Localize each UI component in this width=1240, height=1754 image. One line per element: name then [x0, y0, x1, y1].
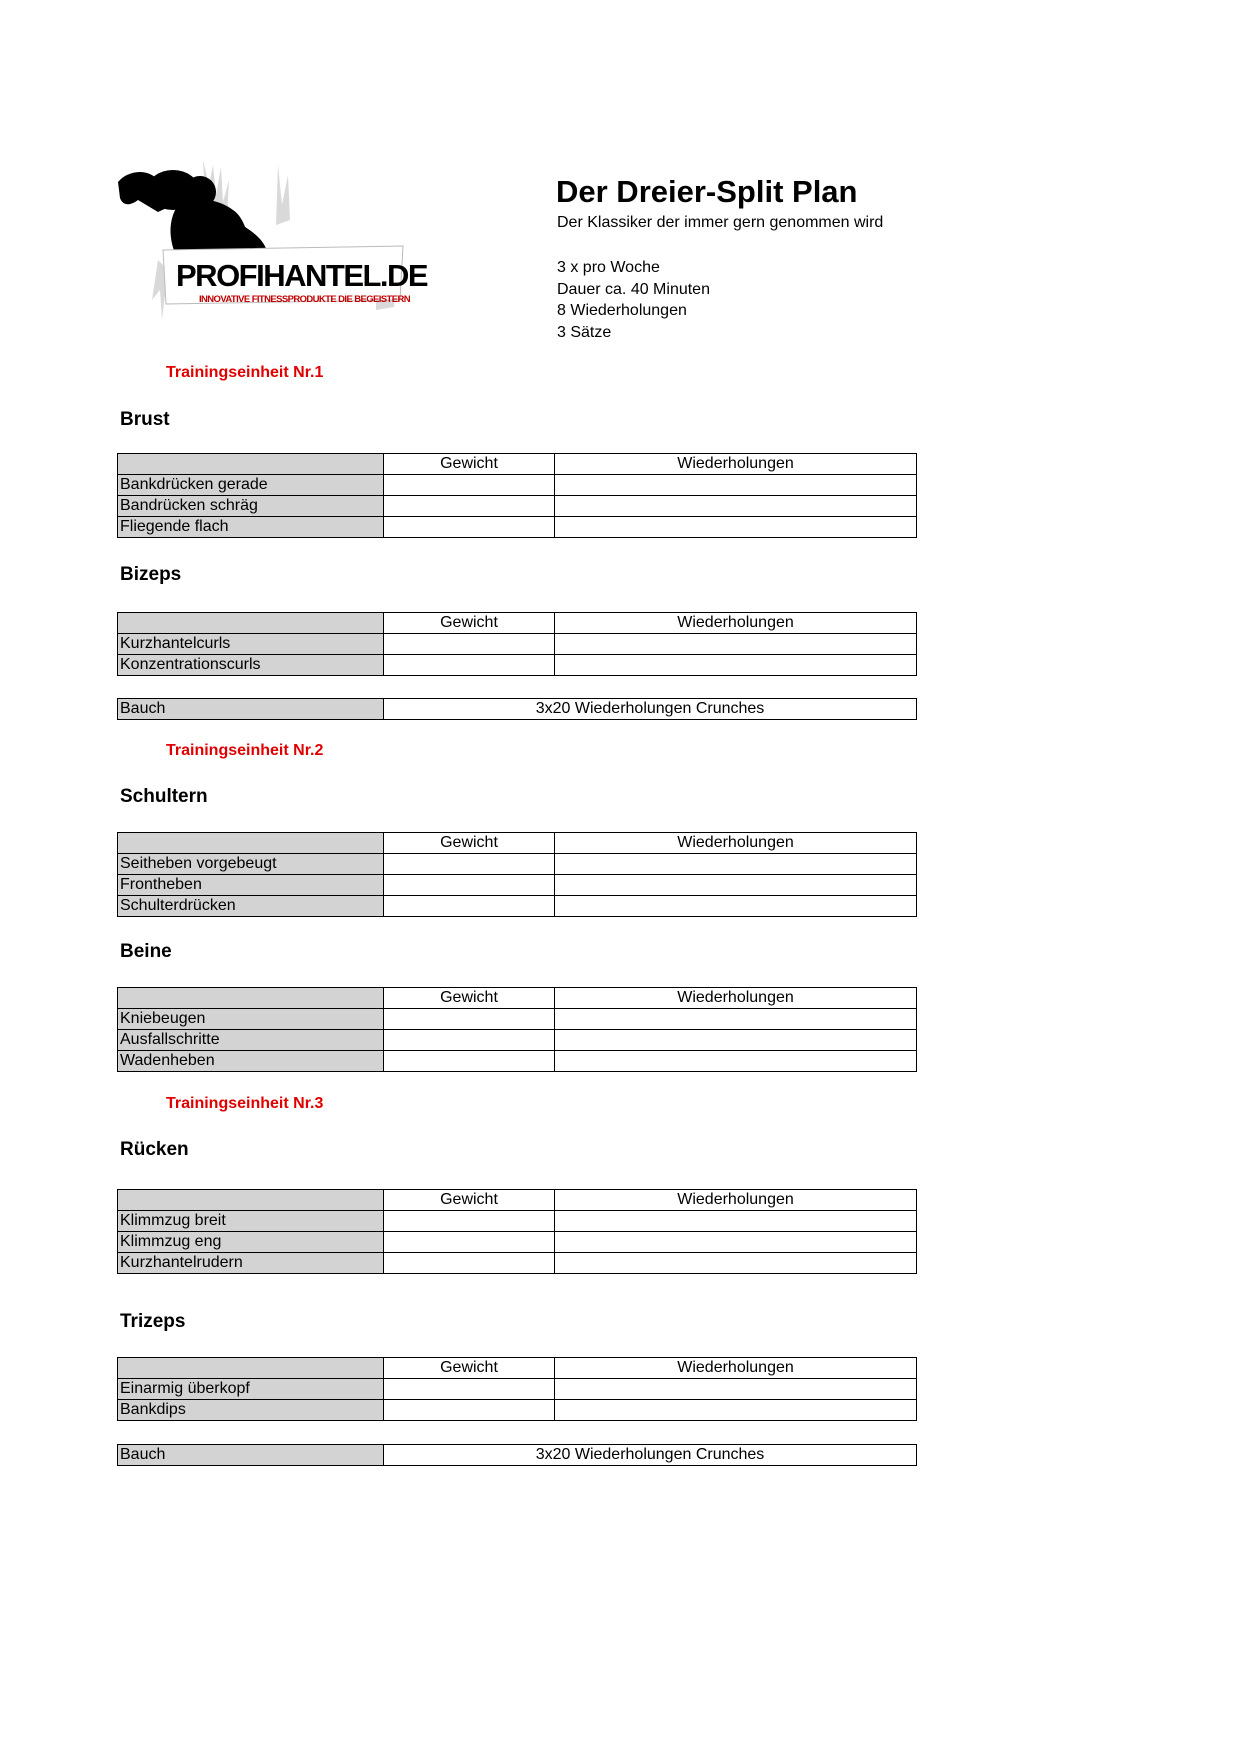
table-row [118, 1253, 917, 1274]
abs-label: Bauch [118, 1445, 384, 1466]
reps-cell[interactable] [555, 475, 917, 496]
reps-cell[interactable] [555, 1030, 917, 1051]
exercise-table-trizeps [117, 1357, 917, 1421]
unit-title-3: Trainingseinheit Nr.3 [166, 1095, 324, 1112]
reps-cell[interactable] [555, 1009, 917, 1030]
group-title-brust: Brust [120, 409, 170, 430]
plan-info [557, 257, 710, 343]
weight-cell[interactable] [384, 875, 555, 896]
exercise-name: Seitheben vorgebeugt [118, 854, 384, 875]
weight-cell[interactable] [384, 634, 555, 655]
brand-name: PROFIHANTEL.DE [176, 258, 428, 293]
table-row [118, 496, 917, 517]
abs-value: 3x20 Wiederholungen Crunches [384, 1445, 917, 1466]
weight-cell[interactable] [384, 854, 555, 875]
weight-cell[interactable] [384, 1009, 555, 1030]
weight-cell[interactable] [384, 475, 555, 496]
exercise-name: Klimmzug eng [118, 1232, 384, 1253]
column-header-weight: Gewicht [384, 613, 555, 634]
table-row [118, 655, 917, 676]
weight-cell[interactable] [384, 1253, 555, 1274]
group-title-schultern: Schultern [120, 786, 208, 807]
table-row [118, 875, 917, 896]
header-blank [118, 454, 384, 475]
column-header-weight: Gewicht [384, 833, 555, 854]
table-row [118, 475, 917, 496]
column-header-weight: Gewicht [384, 988, 555, 1009]
exercise-name: Ausfallschritte [118, 1030, 384, 1051]
abs-table-2 [117, 1444, 917, 1466]
exercise-name: Kurzhantelcurls [118, 634, 384, 655]
page-title: Der Dreier-Split Plan [556, 174, 858, 209]
reps-cell[interactable] [555, 1253, 917, 1274]
abs-value: 3x20 Wiederholungen Crunches [384, 699, 917, 720]
column-header-reps: Wiederholungen [555, 1358, 917, 1379]
weight-cell[interactable] [384, 896, 555, 917]
column-header-reps: Wiederholungen [555, 454, 917, 475]
weight-cell[interactable] [384, 1400, 555, 1421]
column-header-reps: Wiederholungen [555, 1190, 917, 1211]
table-row [118, 1051, 917, 1072]
page-subtitle: Der Klassiker der immer gern genommen wird [557, 214, 884, 231]
exercise-table-bizeps [117, 612, 917, 676]
table-row [118, 1400, 917, 1421]
header-blank [118, 1190, 384, 1211]
exercise-name: Einarmig überkopf [118, 1379, 384, 1400]
column-header-reps: Wiederholungen [555, 988, 917, 1009]
table-row [118, 1379, 917, 1400]
column-header-reps: Wiederholungen [555, 613, 917, 634]
plan-sets: 3 Sätze [557, 323, 612, 341]
column-header-weight: Gewicht [384, 1358, 555, 1379]
table-row [118, 517, 917, 538]
exercise-name: Fliegende flach [118, 517, 384, 538]
column-header-weight: Gewicht [384, 454, 555, 475]
reps-cell[interactable] [555, 1211, 917, 1232]
exercise-name: Bankdrücken gerade [118, 475, 384, 496]
table-header-row [118, 613, 917, 634]
unit-title-2: Trainingseinheit Nr.2 [166, 742, 324, 759]
weight-cell[interactable] [384, 1051, 555, 1072]
table-row [118, 634, 917, 655]
column-header-weight: Gewicht [384, 1190, 555, 1211]
reps-cell[interactable] [555, 655, 917, 676]
brand-logo [118, 150, 448, 340]
table-header-row [118, 1190, 917, 1211]
reps-cell[interactable] [555, 634, 917, 655]
header-blank [118, 1358, 384, 1379]
reps-cell[interactable] [555, 1379, 917, 1400]
header-blank [118, 988, 384, 1009]
reps-cell[interactable] [555, 517, 917, 538]
brand-tagline: INNOVATIVE FITNESSPRODUKTE DIE BEGEISTERN [199, 294, 410, 305]
plan-duration: Dauer ca. 40 Minuten [557, 280, 710, 298]
exercise-name: Wadenheben [118, 1051, 384, 1072]
reps-cell[interactable] [555, 896, 917, 917]
exercise-name: Bankdips [118, 1400, 384, 1421]
exercise-table-ruecken [117, 1189, 917, 1274]
reps-cell[interactable] [555, 1232, 917, 1253]
unit-title-1: Trainingseinheit Nr.1 [166, 364, 324, 381]
table-row [118, 1232, 917, 1253]
table-row [118, 699, 917, 720]
weight-cell[interactable] [384, 496, 555, 517]
table-row [118, 854, 917, 875]
table-header-row [118, 833, 917, 854]
header-blank [118, 833, 384, 854]
weight-cell[interactable] [384, 1211, 555, 1232]
reps-cell[interactable] [555, 1051, 917, 1072]
exercise-name: Kniebeugen [118, 1009, 384, 1030]
bodybuilder-silhouette-icon [118, 150, 448, 340]
weight-cell[interactable] [384, 1379, 555, 1400]
table-header-row [118, 1358, 917, 1379]
weight-cell[interactable] [384, 1232, 555, 1253]
group-title-bizeps: Bizeps [120, 564, 182, 585]
plan-repetitions: 8 Wiederholungen [557, 302, 687, 319]
plan-frequency: 3 x pro Woche [557, 259, 660, 276]
group-title-ruecken: Rücken [120, 1139, 189, 1160]
table-row [118, 896, 917, 917]
exercise-name: Schulterdrücken [118, 896, 384, 917]
weight-cell[interactable] [384, 655, 555, 676]
reps-cell[interactable] [555, 875, 917, 896]
group-title-beine: Beine [120, 941, 172, 962]
weight-cell[interactable] [384, 517, 555, 538]
weight-cell[interactable] [384, 1030, 555, 1051]
table-row [118, 1030, 917, 1051]
table-row [118, 1445, 917, 1466]
exercise-table-beine [117, 987, 917, 1072]
table-header-row [118, 988, 917, 1009]
exercise-name: Bandrücken schräg [118, 496, 384, 517]
group-title-trizeps: Trizeps [120, 1311, 186, 1332]
abs-label: Bauch [118, 699, 384, 720]
reps-cell[interactable] [555, 854, 917, 875]
table-row [118, 1211, 917, 1232]
abs-table-1 [117, 698, 917, 720]
reps-cell[interactable] [555, 1400, 917, 1421]
reps-cell[interactable] [555, 496, 917, 517]
header-blank [118, 613, 384, 634]
table-header-row [118, 454, 917, 475]
exercise-name: Kurzhantelrudern [118, 1253, 384, 1274]
table-row [118, 1009, 917, 1030]
exercise-name: Konzentrationscurls [118, 655, 384, 676]
exercise-name: Frontheben [118, 875, 384, 896]
exercise-table-brust [117, 453, 917, 538]
column-header-reps: Wiederholungen [555, 833, 917, 854]
exercise-name: Klimmzug breit [118, 1211, 384, 1232]
exercise-table-schultern [117, 832, 917, 917]
